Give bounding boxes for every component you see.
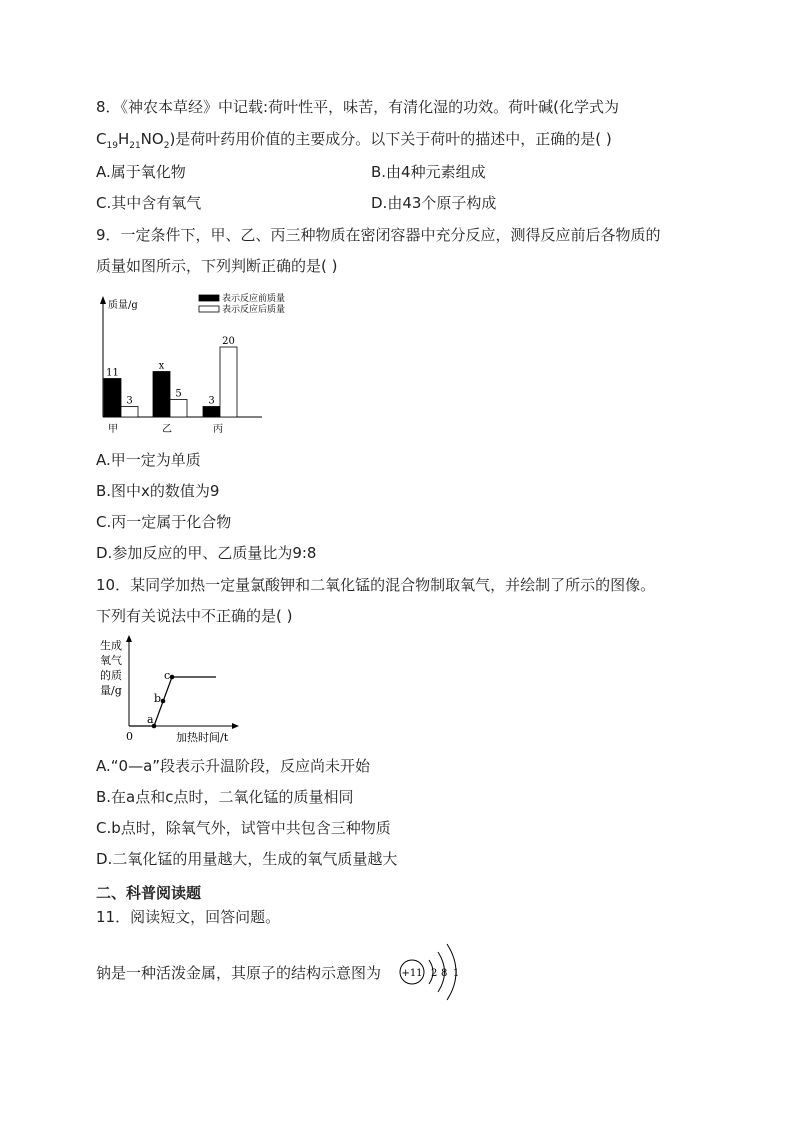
q10-option-c[interactable]: C.b点时，除氧气外，试管中共包含三种物质 xyxy=(96,819,391,837)
q8-stem-line2-rest: )是荷叶药用价值的主要成分。以下关于荷叶的描述中，正确的是( ) xyxy=(169,130,612,148)
section-title: 二、科普阅读题 xyxy=(96,884,202,902)
q8-option-d[interactable]: D.由43个原子构成 xyxy=(371,194,497,212)
q8-option-c[interactable]: C.其中含有氧气 xyxy=(96,194,202,212)
q8-option-a[interactable]: A.属于氧化物 xyxy=(96,163,186,181)
q9-option-c[interactable]: C.丙一定属于化合物 xyxy=(96,513,232,531)
q9-option-b[interactable]: B.图中x的数值为9 xyxy=(96,482,220,500)
category-label-jia: 甲 xyxy=(108,424,118,435)
formula-no: NO xyxy=(140,130,164,148)
sodium-atom-diagram xyxy=(398,938,468,1008)
bar-bing-after xyxy=(220,347,237,417)
q11-stem-line2: 钠是一种活泼金属，其原子的结构示意图为 xyxy=(96,964,382,982)
graph-ylabel-1: 生成 xyxy=(100,639,122,652)
bar-label-jia-after: 3 xyxy=(126,395,133,407)
q9-option-d[interactable]: D.参加反应的甲、乙质量比为9:8 xyxy=(96,544,317,562)
shell-electrons-3: 1 xyxy=(453,968,460,979)
q9-stem-line1: 9．一定条件下，甲、乙、丙三种物质在密闭容器中充分反应，测得反应前后各物质的 xyxy=(96,226,661,244)
q10-stem-line1: 10．某同学加热一定量氯酸钾和二氧化锰的混合物制取氧气，并绘制了所示的图像。 xyxy=(96,576,656,594)
legend-label-before: 表示反应前质量 xyxy=(222,294,286,304)
y-axis-label: 质量/g xyxy=(108,300,138,311)
bar-chart xyxy=(94,290,286,440)
bar-jia-before xyxy=(104,379,121,418)
y-axis-arrow xyxy=(100,296,106,304)
q10-option-b[interactable]: B.在a点和c点时，二氧化锰的质量相同 xyxy=(96,788,354,806)
q11-stem-line1: 11．阅读短文，回答问题。 xyxy=(96,908,281,926)
q8-option-b[interactable]: B.由4种元素组成 xyxy=(371,163,486,181)
shell-electrons-1: 2 xyxy=(431,968,438,979)
graph-ylabel-3: 的质 xyxy=(100,669,122,682)
legend-label-after: 表示反应后质量 xyxy=(222,305,286,315)
q8-stem-line2 xyxy=(96,128,612,157)
q9-option-a[interactable]: A.甲一定为单质 xyxy=(96,451,201,469)
point-c-dot xyxy=(170,675,175,680)
nucleus-charge: +11 xyxy=(401,968,423,979)
bar-label-yi-before: x xyxy=(158,360,165,372)
q10-option-d[interactable]: D.二氧化锰的用量越大，生成的氧气质量越大 xyxy=(96,850,398,868)
legend-swatch-after xyxy=(199,306,219,312)
graph-x-arrow xyxy=(232,723,239,729)
bar-label-bing-after: 20 xyxy=(222,336,235,347)
graph-ylabel-2: 氧气 xyxy=(100,654,122,667)
bar-group xyxy=(104,336,237,417)
graph-curve xyxy=(129,677,216,726)
shell-electrons-2: 8 xyxy=(441,968,448,979)
q10-stem-line2: 下列有关说法中不正确的是( ) xyxy=(96,607,293,625)
bar-label-yi-after: 5 xyxy=(175,388,182,400)
category-label-yi: 乙 xyxy=(162,424,172,435)
bar-yi-after xyxy=(170,400,187,418)
category-label-bing: 丙 xyxy=(213,424,223,435)
point-b-dot xyxy=(161,699,166,704)
formula-h: H xyxy=(117,130,130,148)
graph-origin: 0 xyxy=(126,730,133,743)
point-a-label: a xyxy=(147,713,154,726)
formula-o-count: 2 xyxy=(163,141,170,151)
q10-option-a[interactable]: A.“0—a”段表示升温阶段，反应尚未开始 xyxy=(96,757,371,775)
graph-y-arrow xyxy=(126,635,132,642)
q9-stem-line2: 质量如图所示，下列判断正确的是( ) xyxy=(96,257,338,275)
point-c-label: c xyxy=(164,669,171,682)
bar-label-bing-before: 3 xyxy=(208,395,215,407)
oxygen-graph xyxy=(94,632,244,747)
q8-stem-line1: 8．《神农本草经》中记载:荷叶性平，味苦，有清化湿的功效。荷叶碱(化学式为 xyxy=(96,98,619,116)
graph-xlabel: 加热时间/t xyxy=(176,731,229,744)
formula-c: C xyxy=(96,130,107,148)
formula-c-count: 19 xyxy=(106,141,118,151)
bar-jia-after xyxy=(121,407,138,418)
bar-bing-before xyxy=(203,407,220,418)
bar-label-jia-before: 11 xyxy=(106,367,119,379)
point-b-label: b xyxy=(154,692,162,705)
graph-ylabel-4: 量/g xyxy=(100,684,122,697)
legend-swatch-before xyxy=(199,295,219,301)
formula-h-count: 21 xyxy=(129,141,141,151)
bar-yi-before xyxy=(153,372,170,418)
